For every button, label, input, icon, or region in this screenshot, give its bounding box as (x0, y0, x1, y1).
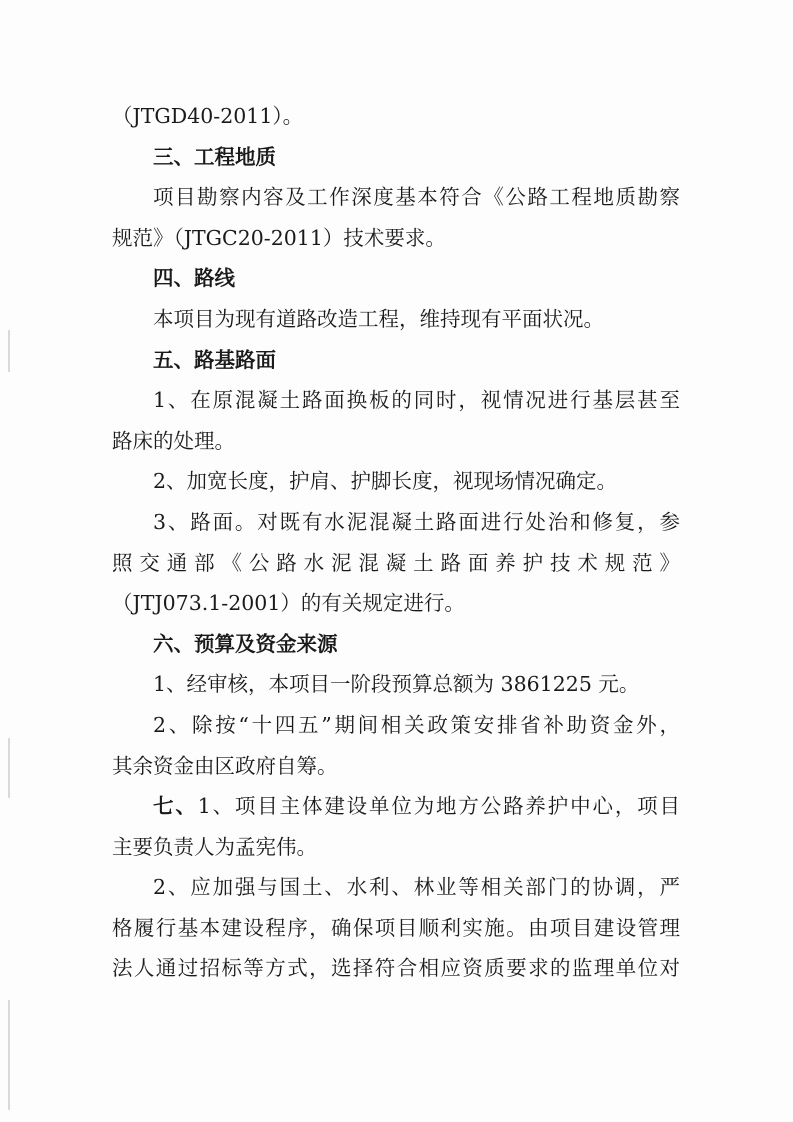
paragraph-line: 2、加宽长度，护肩、护脚长度，视现场情况确定。 (153, 469, 618, 494)
paragraph-line: 本项目为现有道路改造工程，维持现有平面状况。 (153, 306, 604, 331)
section-heading: 四、路线 (153, 266, 235, 291)
section-heading: 三、工程地质 (153, 144, 276, 169)
paragraph-line: 主要负责人为孟宪伟。 (112, 834, 317, 859)
scan-edge-mark (8, 330, 10, 372)
scan-edge-mark (8, 738, 10, 798)
document-body (112, 96, 680, 989)
section-heading: 五、路基路面 (153, 347, 276, 372)
paragraph-line: （JTJ073.1-2001）的有关规定进行。 (112, 591, 465, 616)
paragraph-line (112, 786, 680, 827)
paragraph-line: 法人通过招标等方式，选择符合相应资质要求的监理单位对 (112, 956, 680, 981)
paragraph-line: 格履行基本建设程序，确保项目顺利实施。由项目建设管理 (112, 915, 680, 940)
paragraph-line: 规范》（JTGC20-2011）技术要求。 (112, 225, 446, 250)
section-number: 七、 (153, 794, 198, 819)
paragraph-line: （JTGD40-2011）。 (112, 104, 304, 128)
paragraph-line: 2、应加强与国土、水利、林业等相关部门的协调，严 (153, 875, 680, 900)
paragraph-line: 路床的处理。 (112, 428, 235, 453)
paragraph-line: 1、经审核，本项目一阶段预算总额为 3861225 元。 (153, 672, 640, 697)
paragraph-line: 照交通部《公路水泥混凝土路面养护技术规范》 (112, 550, 680, 575)
paragraph-line: 2、除按“十四五”期间相关政策安排省补助资金外， (153, 712, 680, 737)
paragraph-line: 项目勘察内容及工作深度基本符合《公路工程地质勘察 (153, 185, 680, 210)
section-heading: 六、预算及资金来源 (153, 631, 338, 656)
scan-edge-mark (8, 1000, 10, 1110)
paragraph-text: 1、项目主体建设单位为地方公路养护中心，项目 (197, 794, 681, 819)
paragraph-line: 3、路面。对既有水泥混凝土路面进行处治和修复，参 (153, 509, 680, 534)
paragraph-line: 1、在原混凝土路面换板的同时，视情况进行基层甚至 (153, 388, 680, 413)
paragraph-line: 其余资金由区政府自筹。 (112, 753, 338, 778)
